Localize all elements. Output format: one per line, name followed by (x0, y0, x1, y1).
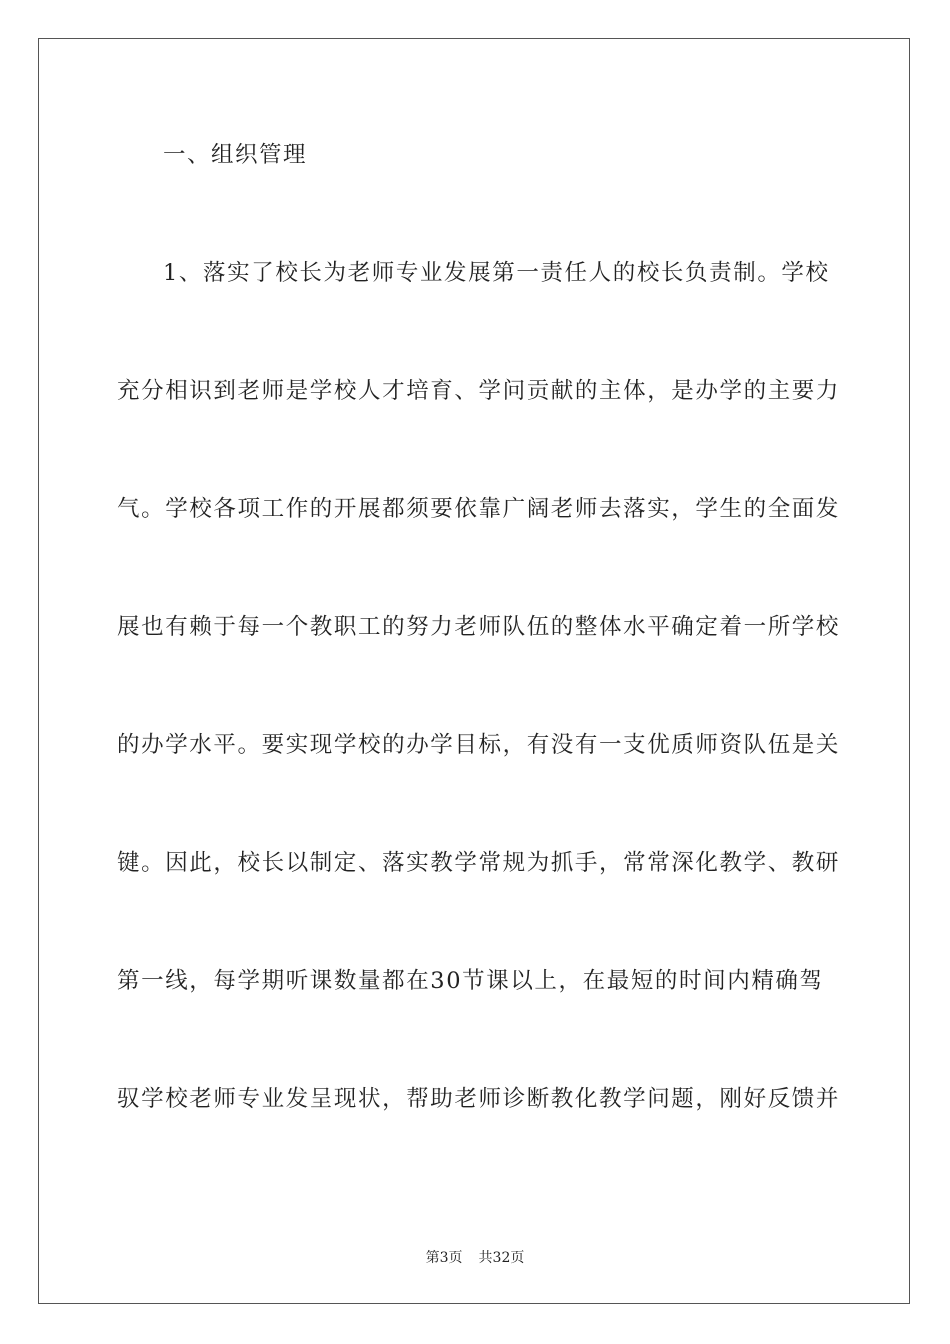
paragraph-line: 1、落实了校长为老师专业发展第一责任人的校长负责制。学校 (163, 260, 830, 286)
page-footer (0, 1247, 950, 1267)
paragraph-line: 气。学校各项工作的开展都须要依靠广阔老师去落实，学生的全面发 (117, 496, 841, 522)
paragraph-line: 第一线，每学期听课数量都在30节课以上，在最短的时间内精确驾 (117, 968, 824, 994)
section-heading: 一、组织管理 (163, 142, 308, 168)
page-total: 共32页 (478, 1250, 525, 1266)
paragraph-line: 驭学校老师专业发呈现状，帮助老师诊断教化教学问题，刚好反馈并 (117, 1086, 841, 1112)
page-number: 第3页 (425, 1250, 463, 1266)
paragraph-line: 键。因此，校长以制定、落实教学常规为抓手，常常深化教学、教研 (117, 850, 841, 876)
paragraph-line: 的办学水平。要实现学校的办学目标，有没有一支优质师资队伍是关 (117, 732, 841, 758)
document-body (117, 126, 841, 1129)
paragraph-line: 展也有赖于每一个教职工的努力老师队伍的整体水平确定着一所学校 (117, 614, 841, 640)
paragraph-line: 充分相识到老师是学校人才培育、学问贡献的主体，是办学的主要力 (117, 378, 841, 404)
